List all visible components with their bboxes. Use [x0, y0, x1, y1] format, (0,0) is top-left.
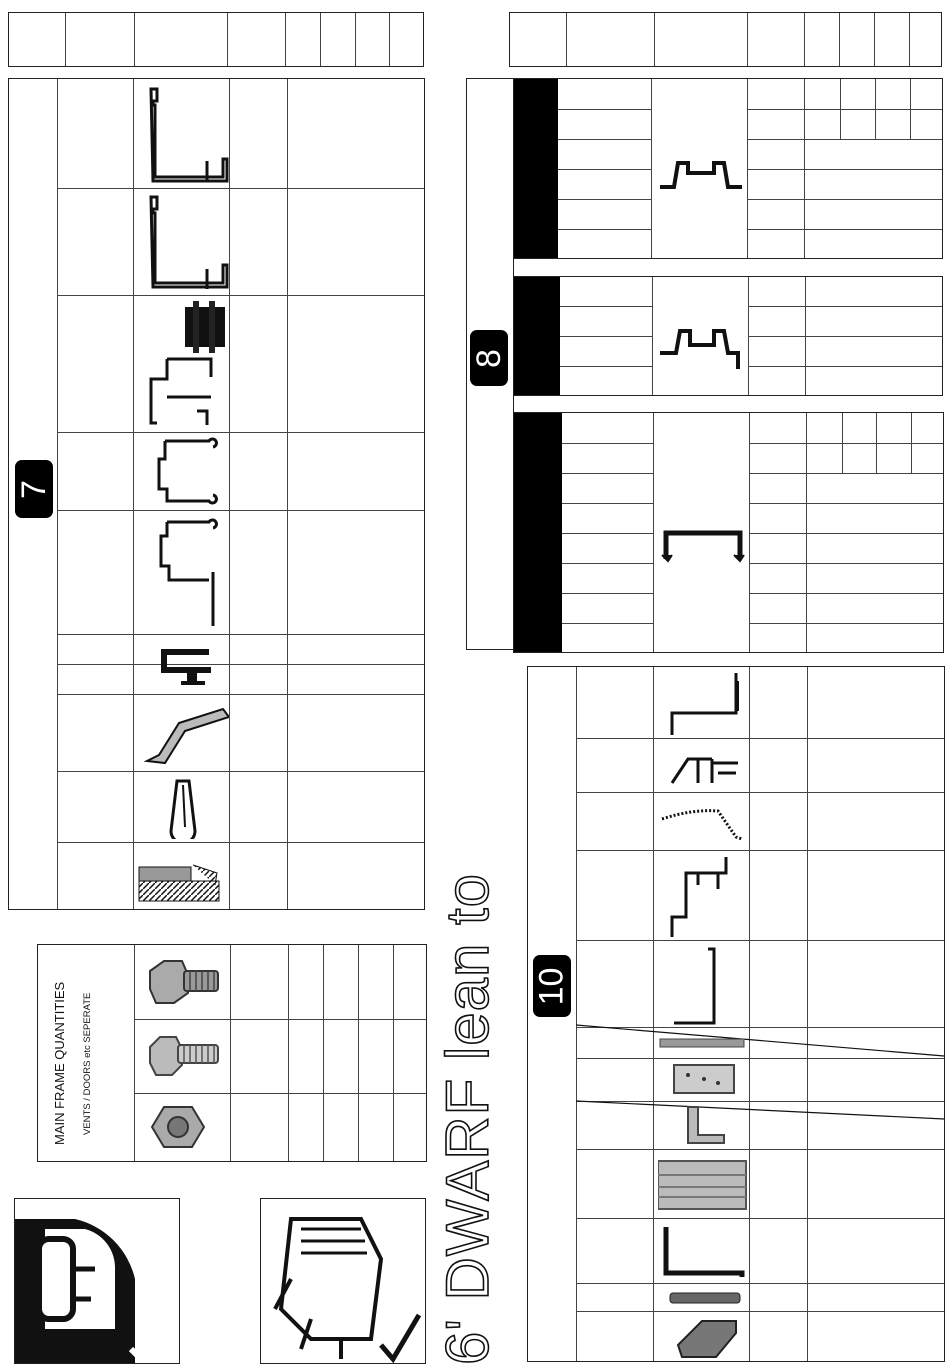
door-handle-icon	[137, 699, 229, 769]
gutter-section-icon	[658, 1153, 748, 1217]
gutter-bracket-icon	[658, 1315, 748, 1359]
channel-profile-icon	[660, 523, 746, 563]
header-strip-left	[8, 12, 424, 67]
angle-bracket-icon	[658, 1103, 748, 1147]
section-7-badge	[15, 460, 53, 518]
section-7-number: 7	[14, 479, 53, 499]
side-bar-profile-icon	[658, 317, 746, 377]
bolt-icon	[142, 951, 226, 1015]
section-8-table-b	[513, 276, 943, 396]
brush-strip-icon	[137, 847, 229, 907]
fixings-title: MAIN FRAME QUANTITIES	[52, 981, 67, 1145]
door-track-profile-icon	[137, 299, 229, 431]
strike-lines	[576, 1023, 946, 1123]
door-bottom-profile-icon	[137, 514, 229, 632]
section-10-number: 10	[532, 967, 571, 1005]
section-10-table	[527, 666, 945, 1362]
glazing-bar-profile-icon	[658, 149, 744, 199]
goggles-icon	[15, 1199, 179, 1363]
section-10-badge	[533, 955, 571, 1017]
connector-bar-icon	[658, 1287, 748, 1309]
eaves-profile-icon	[137, 193, 229, 293]
section-8-table-c	[513, 412, 944, 653]
model-title: 6' DWARF lean to	[434, 872, 501, 1365]
base-angle-profile-icon	[658, 671, 748, 737]
ridge-profile-icon	[137, 85, 229, 185]
glazing-clip-icon	[137, 775, 229, 839]
door-top-profile-icon	[137, 435, 229, 509]
safety-goggles-panel	[14, 1198, 180, 1364]
flat-strip-icon	[658, 1031, 748, 1057]
nut-icon	[142, 1099, 226, 1157]
safety-gloves-panel	[260, 1198, 426, 1364]
l-angle-profile-icon	[658, 1223, 748, 1281]
stud-profile-icon	[658, 945, 748, 1025]
header-strip-right	[509, 12, 942, 67]
gloves-icon	[261, 1199, 425, 1363]
threshold-profile-icon	[137, 639, 229, 691]
section-8-number: 8	[469, 348, 508, 368]
section-7-table	[8, 78, 425, 910]
cill-profile-icon	[658, 797, 748, 847]
section-8-badge	[470, 330, 508, 386]
sill-profile-icon	[658, 743, 748, 789]
corner-plate-icon	[658, 1061, 748, 1099]
fixings-subtitle: VENTS / DOORS etc SEPERATE	[82, 992, 93, 1135]
section-8-table-a	[513, 78, 943, 259]
fixings-table	[37, 944, 427, 1162]
screw-bolt-icon	[142, 1025, 226, 1089]
corner-post-profile-icon	[658, 855, 748, 939]
